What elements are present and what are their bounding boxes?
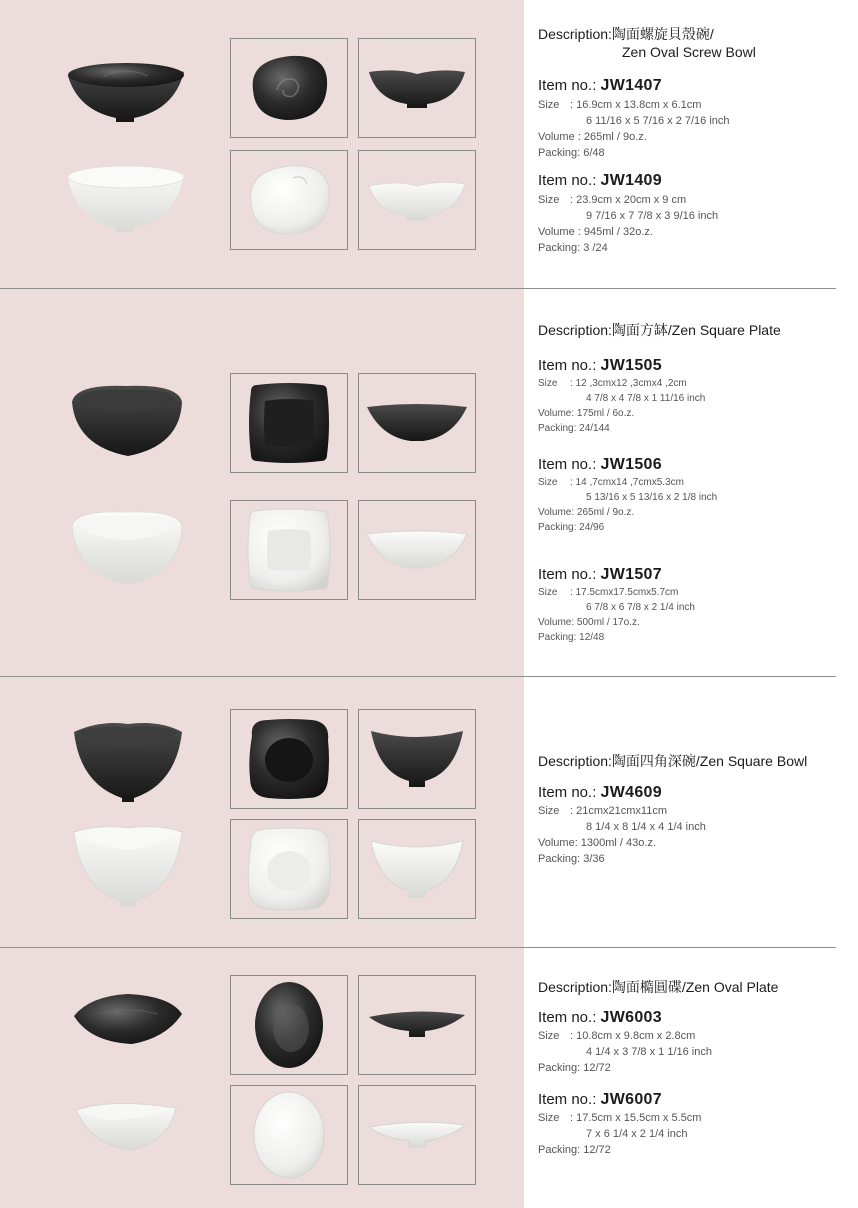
square-plate-black-top-view — [247, 381, 331, 465]
square-plate-black-side-view — [365, 401, 469, 445]
item-number — [538, 784, 662, 802]
screw-bowl-white-top-view — [245, 162, 333, 238]
size-cm: : 10.8cm x 9.8cm x 2.8cm — [570, 1030, 696, 1042]
photo-frame — [230, 38, 348, 138]
size-label: Size — [538, 194, 560, 206]
photo-frame — [358, 975, 476, 1075]
photo-frame — [358, 373, 476, 473]
item-specs — [538, 192, 718, 256]
section-divider — [0, 676, 836, 677]
packing: Packing: 12/72 — [538, 1144, 611, 1156]
packing: Packing: 3/36 — [538, 853, 605, 865]
photo-frame — [230, 819, 348, 919]
oval-plate-white-photo — [72, 1096, 184, 1158]
item-code: JW6007 — [600, 1091, 662, 1108]
section-description: Description:陶面螺旋貝殼碗/ — [538, 26, 714, 42]
packing: Packing: 12/48 — [538, 632, 605, 643]
size-cm: : 23.9cm x 20cm x 9 cm — [570, 194, 687, 206]
item-number — [538, 456, 662, 474]
section-divider — [0, 288, 836, 289]
size-inch: 6 7/8 x 6 7/8 x 2 1/4 inch — [586, 602, 695, 613]
item-number — [538, 1091, 662, 1109]
size-label: Size — [538, 805, 560, 817]
photo-frame — [358, 500, 476, 600]
item-label: Item no.: — [538, 566, 597, 583]
oval-plate-white-top-view — [252, 1090, 326, 1180]
volume: Volume: 1300ml / 43o.z. — [538, 837, 657, 849]
square-plate-white-top-view — [246, 507, 332, 593]
item-code: JW1506 — [600, 456, 662, 473]
volume: Volume : 265ml / 9o.z. — [538, 131, 647, 143]
item-number — [538, 172, 662, 190]
packing: Packing: 6/48 — [538, 147, 605, 159]
oval-plate-black-photo — [70, 990, 186, 1050]
square-bowl-white-photo — [70, 822, 186, 910]
size-cm: : 17.5cm x 15.5cm x 5.5cm — [570, 1112, 702, 1124]
square-bowl-black-photo — [70, 718, 186, 806]
size-inch: 4 7/8 x 4 7/8 x 1 11/16 inch — [586, 393, 706, 404]
screw-bowl-black-top-view — [247, 52, 331, 124]
size-label: Size — [538, 587, 558, 598]
photo-frame — [230, 709, 348, 809]
packing: Packing: 24/96 — [538, 522, 605, 533]
volume: Volume : 945ml / 32o.z. — [538, 226, 653, 238]
square-plate-white-side-view — [365, 528, 469, 572]
photo-frame — [358, 38, 476, 138]
volume: Volume: 265ml / 9o.z. — [538, 507, 635, 518]
item-specs — [538, 1028, 712, 1076]
item-code: JW1505 — [600, 357, 662, 374]
section-description-sub: Zen Oval Screw Bowl — [622, 44, 756, 60]
photo-frame — [358, 709, 476, 809]
size-inch: 5 13/16 x 5 13/16 x 2 1/8 inch — [586, 492, 718, 503]
size-label: Size — [538, 378, 558, 389]
screw-bowl-white-side-view — [367, 178, 467, 222]
size-label: Size — [538, 99, 560, 111]
oval-plate-white-side-view — [367, 1119, 467, 1151]
item-label: Item no.: — [538, 1091, 597, 1108]
item-specs — [538, 803, 706, 867]
section-divider — [0, 947, 836, 948]
item-number — [538, 566, 662, 584]
screw-bowl-black-photo — [64, 58, 188, 124]
photo-frame — [230, 500, 348, 600]
item-label: Item no.: — [538, 77, 597, 94]
section-description: Description:陶面橢圓碟/Zen Oval Plate — [538, 979, 779, 995]
photo-frame — [230, 150, 348, 250]
size-inch: 9 7/16 x 7 7/8 x 3 9/16 inch — [586, 210, 719, 222]
size-cm: : 21cmx21cmx11cm — [570, 805, 667, 817]
size-inch: 8 1/4 x 8 1/4 x 4 1/4 inch — [586, 821, 706, 833]
item-specs — [538, 376, 705, 436]
square-bowl-white-side-view — [369, 839, 465, 899]
screw-bowl-black-side-view — [367, 66, 467, 110]
photo-frame — [358, 1085, 476, 1185]
item-number — [538, 357, 662, 375]
item-label: Item no.: — [538, 784, 597, 801]
size-inch: 4 1/4 x 3 7/8 x 1 1/16 inch — [586, 1046, 712, 1058]
item-number — [538, 1009, 662, 1027]
square-plate-black-photo — [68, 382, 186, 462]
packing: Packing: 12/72 — [538, 1062, 611, 1074]
volume: Volume: 175ml / 6o.z. — [538, 408, 635, 419]
item-code: JW1407 — [600, 77, 662, 94]
packing: Packing: 3 /24 — [538, 242, 608, 254]
size-inch: 6 11/16 x 5 7/16 x 2 7/16 inch — [586, 115, 730, 127]
packing: Packing: 24/144 — [538, 423, 610, 434]
item-label: Item no.: — [538, 456, 597, 473]
photo-frame — [358, 819, 476, 919]
size-cm: : 17.5cmx17.5cmx5.7cm — [570, 587, 679, 598]
photo-frame — [230, 975, 348, 1075]
item-specs — [538, 585, 695, 645]
item-specs — [538, 475, 717, 535]
size-label: Size — [538, 1112, 560, 1124]
item-specs — [538, 1110, 701, 1158]
screw-bowl-white-photo — [64, 162, 188, 234]
size-cm: : 16.9cm x 13.8cm x 6.1cm — [570, 99, 702, 111]
item-label: Item no.: — [538, 1009, 597, 1026]
item-label: Item no.: — [538, 357, 597, 374]
item-specs — [538, 97, 730, 161]
photo-frame — [230, 1085, 348, 1185]
size-label: Size — [538, 477, 558, 488]
size-label: Size — [538, 1030, 560, 1042]
oval-plate-black-top-view — [253, 980, 325, 1070]
item-number — [538, 77, 662, 95]
photo-frame — [358, 150, 476, 250]
size-inch: 7 x 6 1/4 x 2 1/4 inch — [586, 1128, 688, 1140]
section-description: Description:陶面四角深碗/Zen Square Bowl — [538, 753, 808, 769]
square-bowl-black-side-view — [369, 729, 465, 789]
oval-plate-black-side-view — [367, 1009, 467, 1041]
photo-frame — [230, 373, 348, 473]
item-code: JW6003 — [600, 1009, 662, 1026]
square-plate-white-photo — [68, 508, 186, 590]
volume: Volume: 500ml / 17o.z. — [538, 617, 640, 628]
item-label: Item no.: — [538, 172, 597, 189]
size-cm: : 12 ,3cmx12 ,3cmx4 ,2cm — [570, 378, 687, 389]
square-bowl-black-top-view — [246, 716, 332, 802]
square-bowl-white-top-view — [245, 825, 333, 913]
item-code: JW1507 — [600, 566, 662, 583]
size-cm: : 14 ,7cmx14 ,7cmx5.3cm — [570, 477, 684, 488]
item-code: JW1409 — [600, 172, 662, 189]
section-description: Description:陶面方缽/Zen Square Plate — [538, 322, 781, 338]
item-code: JW4609 — [600, 784, 662, 801]
